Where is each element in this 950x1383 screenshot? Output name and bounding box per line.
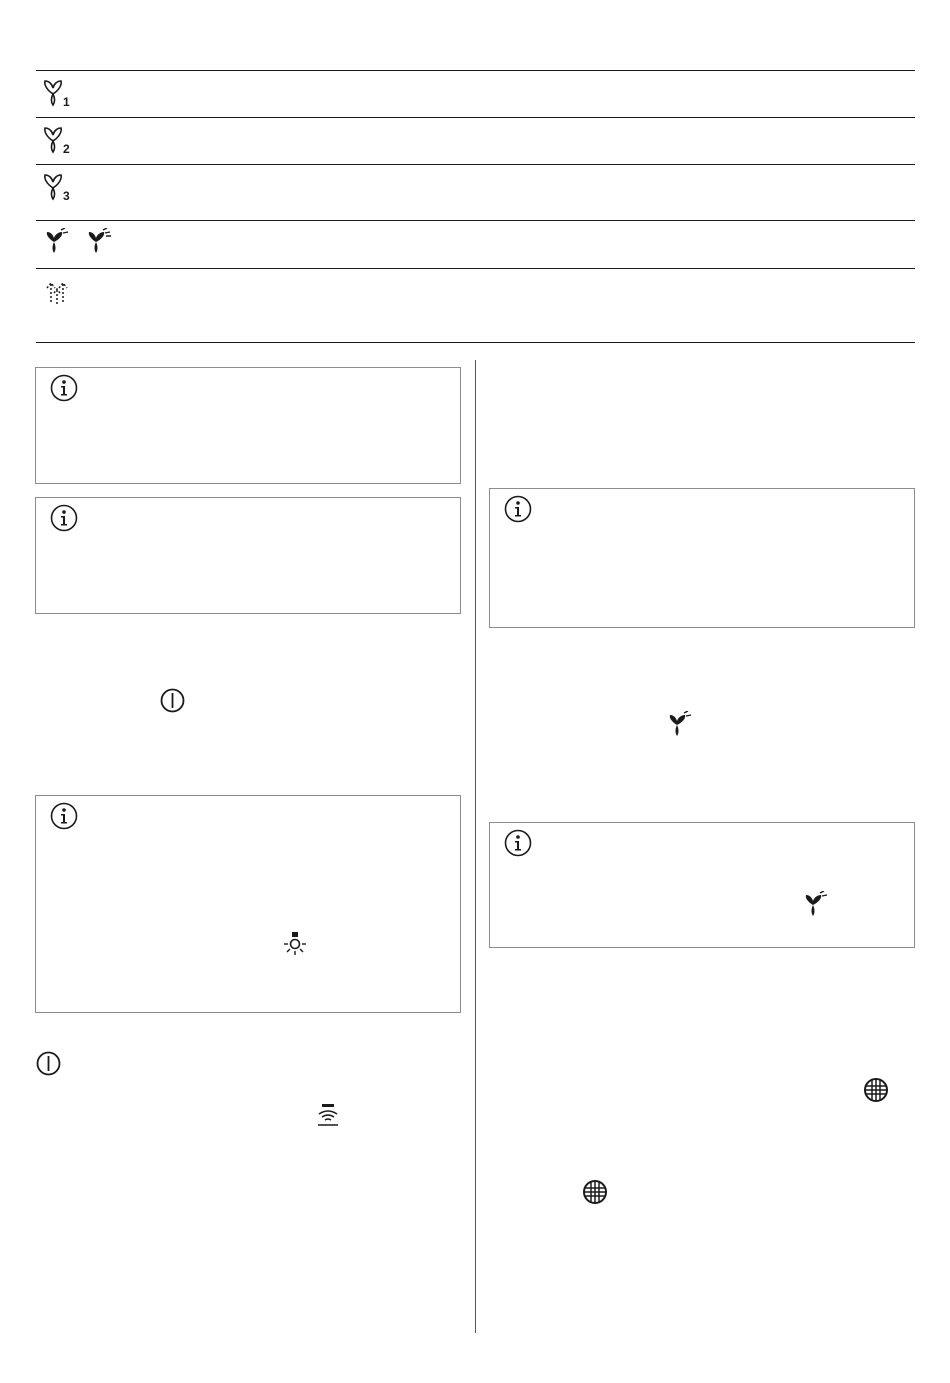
svg-text:3: 3: [63, 189, 70, 202]
info-icon: [50, 374, 78, 402]
info-icon: [50, 802, 78, 830]
power-icon: [36, 1051, 61, 1076]
grease-filter-icon: [863, 1077, 889, 1103]
symbols-table: [36, 70, 915, 343]
fan-speed-3-icon: [41, 172, 75, 202]
table-row: [36, 220, 915, 268]
hob2hood-icon: [315, 1103, 341, 1129]
fan-speed-2-icon: [41, 125, 75, 155]
svg-text:1: 1: [63, 95, 70, 108]
fan-boost-icons: [41, 228, 113, 256]
info-box: [35, 795, 461, 1013]
svg-text:2: 2: [63, 142, 70, 155]
info-icon: [50, 504, 78, 532]
table-row: [36, 164, 915, 220]
table-row: [36, 117, 915, 164]
column-divider: [475, 360, 476, 1333]
grease-filter-icon: [582, 1179, 608, 1205]
info-box: [489, 488, 915, 628]
info-box: [35, 497, 461, 614]
power-icon: [160, 688, 185, 713]
info-box: [35, 367, 461, 484]
fan-boost-2-icon: [83, 228, 113, 256]
fan-boost-1-icon: [41, 228, 71, 256]
fan-speed-1-icon: [41, 78, 75, 108]
fan-boost-icon: [800, 891, 830, 919]
light-icon: [281, 932, 309, 958]
breeze-icon: [41, 276, 75, 304]
table-row: [36, 70, 915, 117]
info-icon: [504, 495, 532, 523]
info-icon: [504, 829, 532, 857]
fan-boost-icon: [664, 711, 694, 739]
info-box: [489, 822, 915, 948]
table-row: [36, 268, 915, 343]
